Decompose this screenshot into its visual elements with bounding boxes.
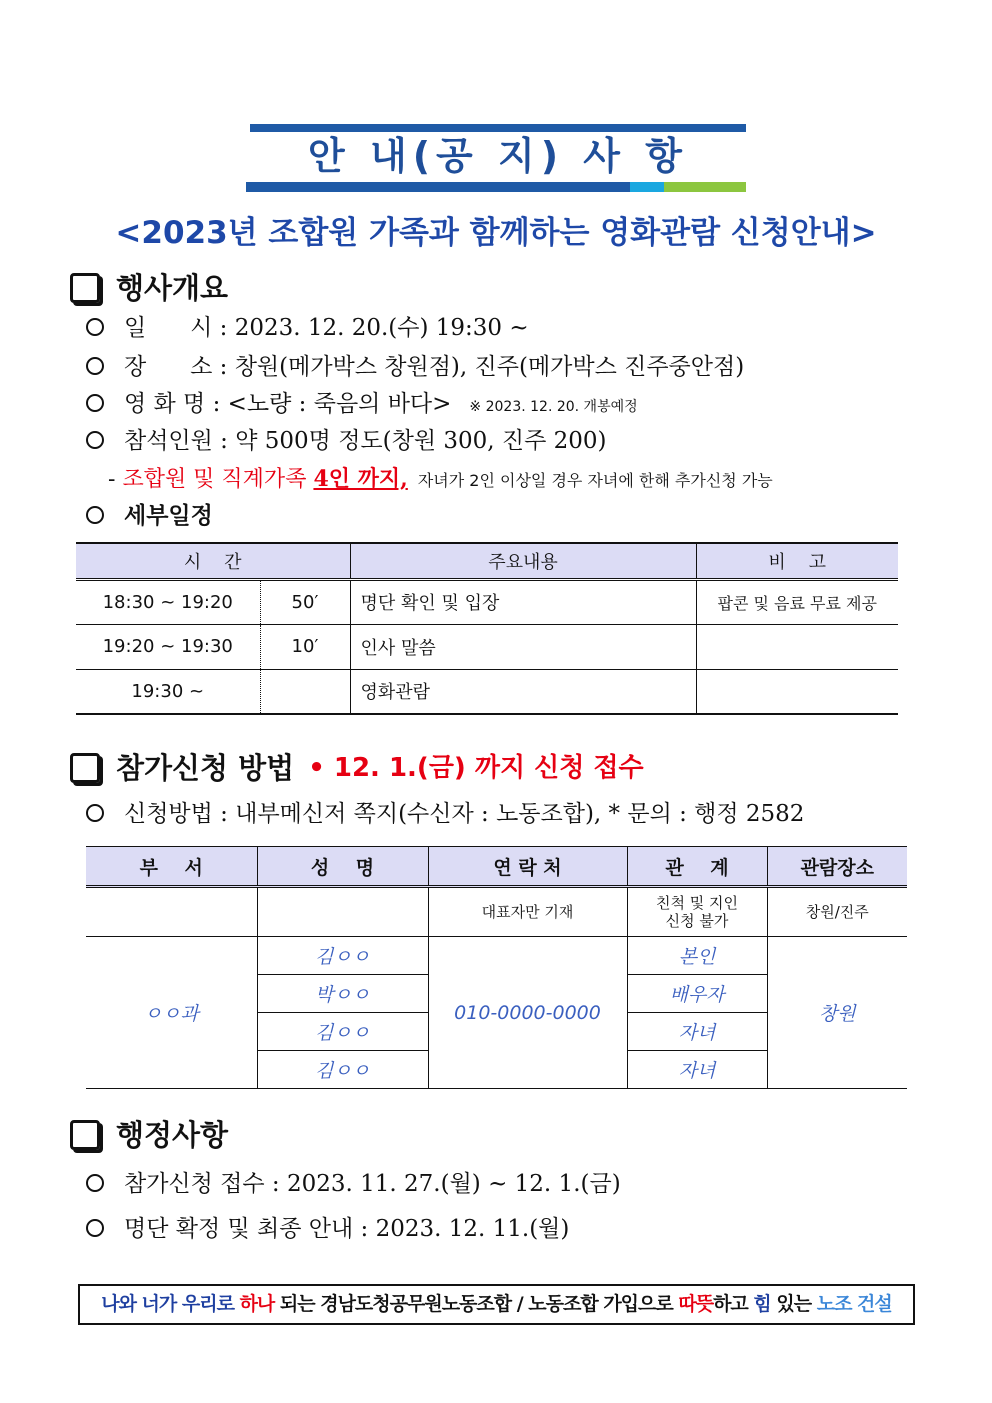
admin-item-confirm: 명단 확정 및 최종 안내 : 2023. 12. 11.(월): [86, 1212, 569, 1246]
overview-item-place: 장 소 : 창원(메가박스 창원점), 진주(메가박스 진주중안점): [86, 350, 744, 384]
circle-bullet-icon: [86, 318, 104, 336]
example-name: 박ㅇㅇ: [257, 975, 428, 1013]
section-heading-overview: 행사개요: [70, 270, 228, 306]
example-relation: 본인: [627, 937, 767, 975]
overview-item-date: 일 시 : 2023. 12. 20.(수) 19:30 ~: [86, 311, 529, 345]
schedule-header-time: 시 간: [76, 543, 350, 579]
schedule-content: 명단 확인 및 입장: [350, 579, 696, 624]
hint-dept: [86, 887, 257, 937]
hint-relation: 친척 및 지인 신청 불가: [627, 887, 767, 937]
hint-venue: 창원/진주: [767, 887, 907, 937]
release-note: ※ 2023. 12. 20. 개봉예정: [469, 399, 638, 415]
app-header-venue: 관람장소: [767, 847, 907, 887]
banner-title: 안 내(공 지) 사 항: [308, 134, 688, 178]
example-name: 김ㅇㅇ: [257, 1051, 428, 1089]
hint-contact: 대표자만 기재: [428, 887, 627, 937]
overview-item-movie: 영 화 명 : <노량 : 죽음의 바다> ※ 2023. 12. 20. 개봉예정: [86, 387, 638, 424]
application-deadline: • 12. 1.(금) 까지 신청 접수: [308, 753, 644, 783]
circle-bullet-icon: [86, 431, 104, 449]
schedule-time: 18:30 ~ 19:20: [76, 579, 260, 624]
schedule-header-row: [76, 543, 898, 579]
schedule-duration: 10′: [260, 624, 350, 669]
circle-bullet-icon: [86, 357, 104, 375]
circle-bullet-icon: [86, 394, 104, 412]
schedule-time: 19:20 ~ 19:30: [76, 624, 260, 669]
schedule-content: 인사 말씀: [350, 624, 696, 669]
table-row: [76, 624, 898, 669]
application-form-table: [86, 846, 907, 1089]
schedule-header-note: 비 고: [696, 543, 898, 579]
family-limit-line: - 조합원 및 직계가족 4인 까지, 자녀가 2인 이상일 경우 자녀에 한해 추가신청 가능: [108, 466, 773, 492]
banner-top-bar: [250, 124, 746, 132]
example-dept: ㅇㅇ과: [86, 937, 257, 1089]
example-name: 김ㅇㅇ: [257, 1013, 428, 1051]
example-phone: 010-0000-0000: [428, 937, 627, 1089]
admin-item-receipt: 참가신청 접수 : 2023. 11. 27.(월) ~ 12. 1.(금): [86, 1167, 621, 1201]
schedule-note: [696, 669, 898, 714]
table-row: [76, 669, 898, 714]
schedule-header-content: 주요내용: [350, 543, 696, 579]
banner-bottom-bar: [246, 182, 746, 192]
section-heading-admin: 행정사항: [70, 1117, 228, 1153]
section-heading-application: 참가신청 방법 • 12. 1.(금) 까지 신청 접수: [70, 750, 644, 786]
application-header-row: [86, 847, 907, 887]
table-row: [76, 579, 898, 624]
table-row: [86, 887, 907, 937]
hint-name: [257, 887, 428, 937]
circle-bullet-icon: [86, 1219, 104, 1237]
table-row: [86, 937, 907, 975]
schedule-note: [696, 624, 898, 669]
checkbox-icon: [70, 273, 100, 303]
example-relation: 배우자: [627, 975, 767, 1013]
example-venue: 창원: [767, 937, 907, 1089]
app-header-dept: 부 서: [86, 847, 257, 887]
circle-bullet-icon: [86, 804, 104, 822]
schedule-duration: [260, 669, 350, 714]
schedule-time: 19:30 ~: [76, 669, 260, 714]
checkbox-icon: [70, 753, 100, 783]
application-method-line: 신청방법 : 내부메신저 쪽지(수신자 : 노동조합), * 문의 : 행정 2582: [86, 797, 804, 831]
schedule-content: 영화관람: [350, 669, 696, 714]
schedule-note: 팝콘 및 음료 무료 제공: [696, 579, 898, 624]
detail-schedule-heading: 세부일정: [86, 499, 213, 533]
circle-bullet-icon: [86, 506, 104, 524]
schedule-table: [76, 542, 898, 715]
union-slogan: 나와 너가 우리로 하나 되는 경남도청공무원노동조합 / 노동조합 가입으로 따뜻하고 힘 있는 노조 건설: [78, 1284, 915, 1325]
app-header-relation: 관 계: [627, 847, 767, 887]
document-subtitle: <2023년 조합원 가족과 함께하는 영화관람 신청안내>: [115, 215, 877, 251]
circle-bullet-icon: [86, 1174, 104, 1192]
example-relation: 자녀: [627, 1013, 767, 1051]
app-header-name: 성 명: [257, 847, 428, 887]
app-header-contact: 연 락 처: [428, 847, 627, 887]
overview-item-attendees: 참석인원 : 약 500명 정도(창원 300, 진주 200): [86, 424, 607, 458]
example-relation: 자녀: [627, 1051, 767, 1089]
example-name: 김ㅇㅇ: [257, 937, 428, 975]
schedule-duration: 50′: [260, 579, 350, 624]
checkbox-icon: [70, 1120, 100, 1150]
